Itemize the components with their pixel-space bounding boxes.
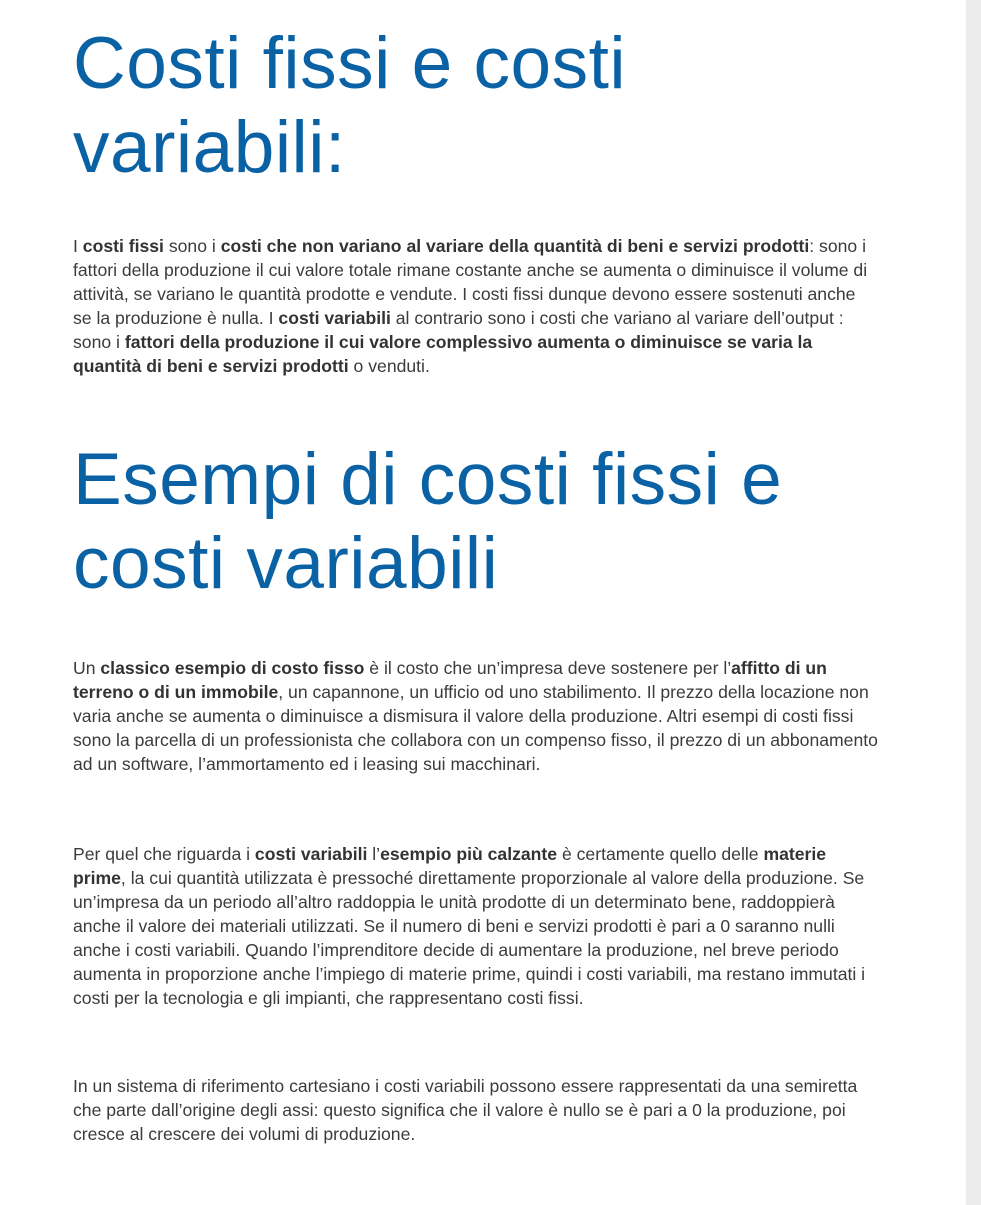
text-run: sono i bbox=[163, 236, 221, 256]
heading-line: Esempi di costi fissi e bbox=[73, 439, 783, 520]
bold-text-run: esempio più calzante bbox=[380, 844, 558, 864]
heading-line: variabili: bbox=[73, 107, 346, 188]
heading-esempi bbox=[73, 438, 873, 606]
scrollbar-track[interactable] bbox=[966, 0, 981, 1205]
text-run: : sono i fattori della produzione il cui valore totale rimane costante anche se aumenta o diminuisce il volume di attività, se variano le quantità prodotte e vendute. I costi fissi dunque devono essere sostenuti anche se la produzione è nulla. I bbox=[73, 236, 868, 328]
text-run: o venduti. bbox=[348, 356, 430, 376]
paragraph-esempio-costi-variabili bbox=[73, 842, 873, 1010]
bold-text-run: fattori della produzione il cui valore complessivo aumenta o diminuisce se varia la quantità di beni e servizi prodotti bbox=[73, 332, 813, 376]
bold-text-run: affitto di un terreno o di un immobile bbox=[73, 658, 827, 702]
text-run: I bbox=[73, 236, 83, 256]
bold-text-run: materie prime bbox=[73, 844, 827, 888]
heading-line: Costi fissi e costi bbox=[73, 23, 627, 104]
text-run: In un sistema di riferimento cartesiano i costi variabili possono essere rappresentati da una semiretta che parte dall’origine degli assi: questo significa che il valore è nullo se è pari a 0 la produzione, poi cresce al crescere dei volumi di produzione. bbox=[73, 1076, 858, 1144]
paragraph-sistema-cartesiano bbox=[73, 1074, 873, 1146]
heading-line: costi variabili bbox=[73, 523, 499, 604]
bold-text-run: costi che non variano al variare della quantità di beni e servizi prodotti bbox=[220, 236, 810, 256]
text-run: al contrario sono i costi che variano al variare dell’output : sono i bbox=[73, 308, 844, 352]
text-run: l’ bbox=[367, 844, 381, 864]
text-run: è certamente quello delle bbox=[557, 844, 764, 864]
bold-text-run: costi fissi bbox=[82, 236, 164, 256]
paragraph-definition bbox=[73, 234, 873, 378]
bold-text-run: costi variabili bbox=[254, 844, 368, 864]
text-run: Un bbox=[73, 658, 101, 678]
text-run: , la cui quantità utilizzata è pressoché direttamente proporzionale al valore della produzione. Se un’impresa da un periodo all’altro raddoppia le unità prodotte di un determinato bene, raddoppierà anche il valore dei materiali utilizzati. Se il numero di beni e servizi prodotti è pari a 0 saranno nulli anche i costi variabili. Quando l’imprenditore decide di aumentare la produzione, nel breve periodo aumenta in proporzione anche l’impiego di materie prime, quindi i costi variabili, ma restano immutati i costi per la tecnologia e gli impianti, che rappresentano costi fissi. bbox=[73, 868, 866, 1008]
text-run: è il costo che un’impresa deve sostenere per l’ bbox=[364, 658, 732, 678]
bold-text-run: costi variabili bbox=[278, 308, 391, 328]
bold-text-run: classico esempio di costo fisso bbox=[100, 658, 365, 678]
heading-costi-fissi-variabili bbox=[73, 22, 873, 190]
paragraph-esempio-costo-fisso bbox=[73, 656, 878, 776]
text-run: , un capannone, un ufficio od uno stabilimento. Il prezzo della locazione non varia anche se aumenta o diminuisce a dismisura il valore della produzione. Altri esempi di costi fissi sono la parcella di un professionista che collabora con un compenso fisso, il prezzo di un abbonamento ad un software, l’ammortamento ed i leasing sui macchinari. bbox=[73, 682, 878, 774]
text-run: Per quel che riguarda i bbox=[73, 844, 255, 864]
